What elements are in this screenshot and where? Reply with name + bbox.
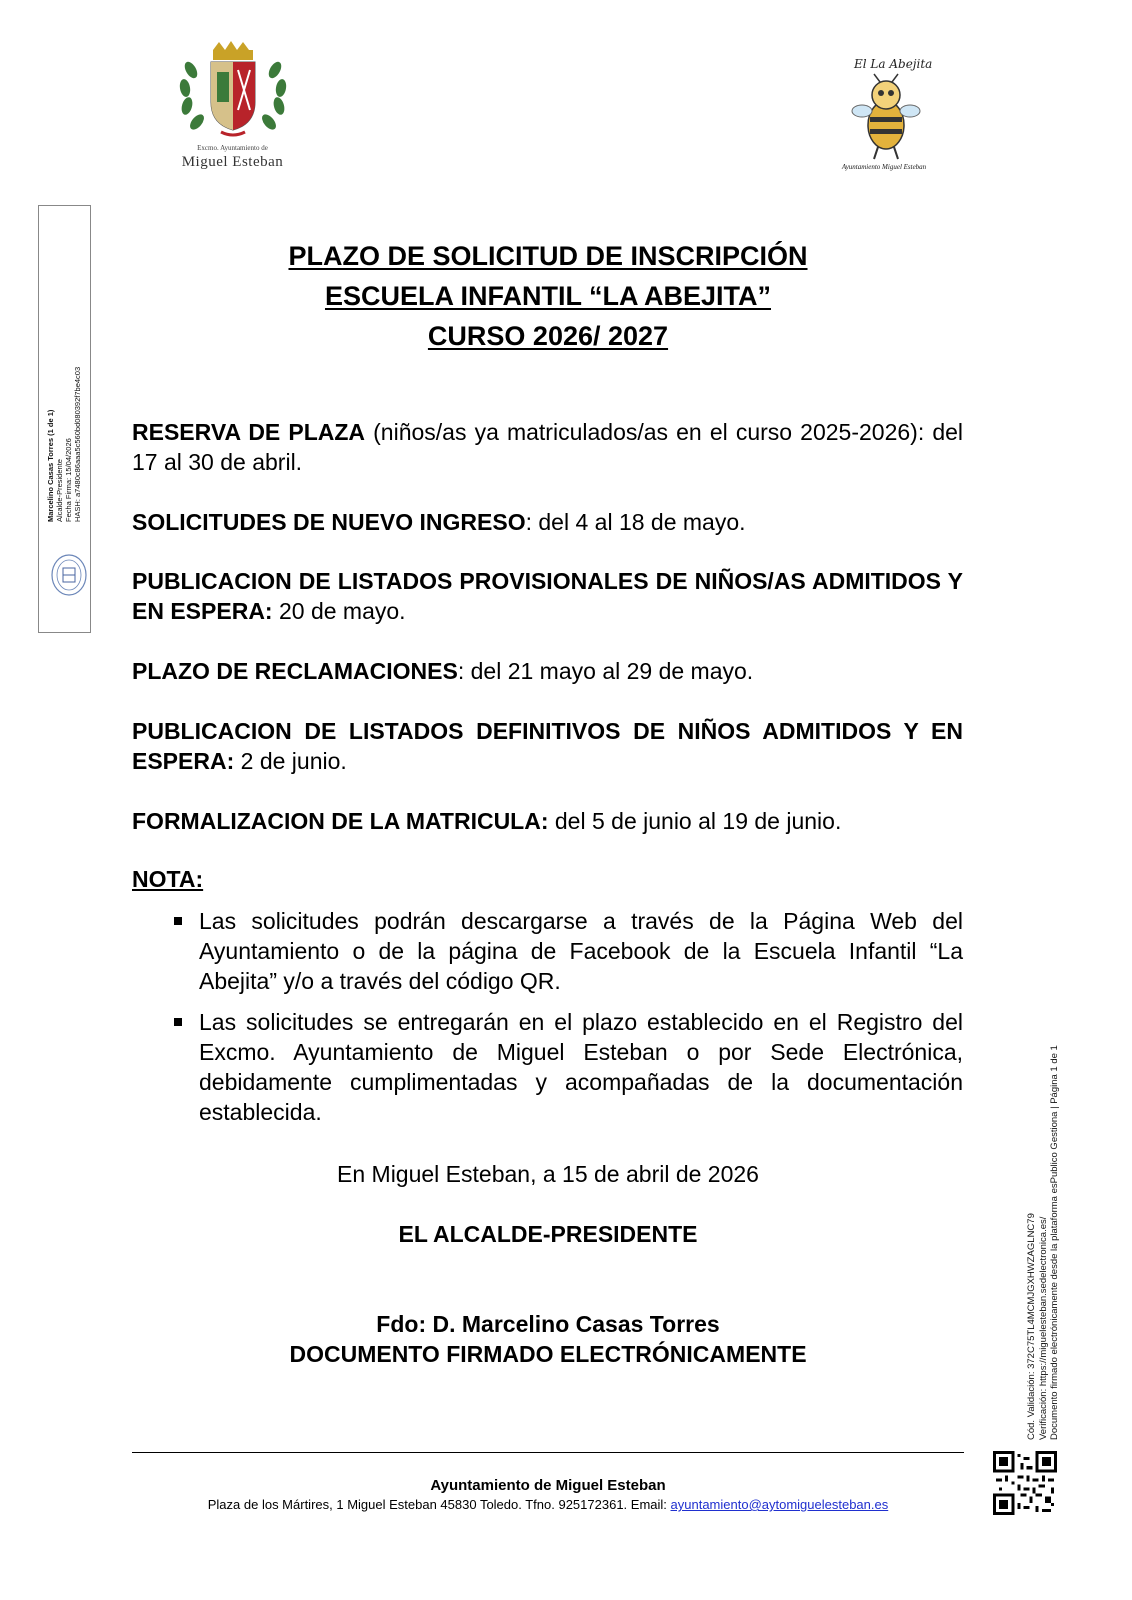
signature-hash: HASH: a7480c86aaa5c560bd080392f7be4c03 <box>73 366 82 522</box>
signed-by: Fdo: D. Marcelino Casas Torres <box>376 1311 720 1337</box>
provisionales-label: PUBLICACION DE LISTADOS PROVISIONALES DE NIÑOS/AS ADMITIDOS Y EN ESPERA: <box>132 568 963 624</box>
document-title <box>132 236 964 356</box>
list-item <box>170 906 963 996</box>
footer-divider <box>132 1452 964 1453</box>
title-line-3: CURSO 2026/ 2027 <box>427 321 669 351</box>
nuevo-text: : del 4 al 18 de mayo. <box>525 509 746 535</box>
signature-role: Alcalde-Presidente <box>55 459 64 522</box>
reclamaciones-label: PLAZO DE RECLAMACIONES <box>132 658 458 684</box>
signer-role: EL ALCALDE-PRESIDENTE <box>398 1221 698 1247</box>
reserva-label: RESERVA DE PLAZA <box>132 419 366 445</box>
school-bee-logo <box>828 45 940 185</box>
definitivos-text: 2 de junio. <box>234 748 347 774</box>
signature-signer: Marcelino Casas Torres (1 de 1) <box>46 409 55 522</box>
crest-caption-small: Excmo. Ayuntamiento de <box>197 144 268 152</box>
bee-logo-caption: Ayuntamiento Miguel Esteban <box>841 163 927 171</box>
qr-code-icon[interactable] <box>993 1451 1057 1515</box>
bullet-square-icon <box>174 917 182 925</box>
nota-list <box>170 906 963 1138</box>
matricula-paragraph <box>132 806 963 836</box>
verification-code: Cód. Validación: 372C75TL4MCMJGXHWZAGLNC79 <box>1026 1213 1037 1440</box>
crest-emblem-icon <box>173 40 293 142</box>
nota-bullet-1: Las solicitudes podrán descargarse a través de la Página Web del Ayuntamiento o de la página de Facebook de la Escuela Infantil “La Abejita” y/o a través del código QR. <box>199 908 963 994</box>
verification-platform: Documento firmado electrónicamente desde la plataforma esPublico Gestiona | Página 1 de 1 <box>1049 1045 1060 1440</box>
matricula-text: del 5 de junio al 19 de junio. <box>548 808 842 834</box>
footer-address: Plaza de los Mártires, 1 Miguel Esteban 45830 Toledo. Tfno. 925172361. Email: <box>207 1497 671 1512</box>
verification-text <box>1026 1045 1061 1440</box>
footer-contact <box>132 1497 964 1512</box>
title-line-2: ESCUELA INFANTIL “LA ABEJITA” <box>324 281 771 311</box>
bee-mascot-icon <box>846 73 926 161</box>
crest-caption: Miguel Esteban <box>181 154 284 170</box>
signature-date: Fecha Firma: 15/04/2026 <box>64 438 73 522</box>
reserva-plaza-paragraph <box>132 417 963 477</box>
signature-stamp-text <box>46 367 82 522</box>
nota-heading: NOTA: <box>132 866 204 892</box>
electronic-signature-note: DOCUMENTO FIRMADO ELECTRÓNICAMENTE <box>289 1341 807 1367</box>
reclamaciones-text: : del 21 mayo al 29 de mayo. <box>457 658 754 684</box>
list-item <box>170 1007 963 1127</box>
bullet-square-icon <box>174 1018 182 1026</box>
footer-email-link[interactable]: ayuntamiento@aytomiguelesteban.es <box>670 1497 889 1512</box>
reclamaciones-paragraph <box>132 656 963 686</box>
footer-org: Ayuntamiento de Miguel Esteban <box>430 1477 666 1494</box>
title-line-1: PLAZO DE SOLICITUD DE INSCRIPCIÓN <box>288 241 808 271</box>
nuevo-label: SOLICITUDES DE NUEVO INGRESO <box>132 509 526 535</box>
listados-definitivos-paragraph <box>132 716 963 776</box>
official-seal-icon <box>49 552 89 598</box>
listados-provisionales-paragraph <box>132 566 963 626</box>
place-date: En Miguel Esteban, a 15 de abril de 2026 <box>337 1161 759 1187</box>
municipal-crest-logo <box>155 40 310 180</box>
verification-url: Verificación: https://miguelesteban.sedelectronica.es/ <box>1037 1216 1049 1440</box>
nuevo-ingreso-paragraph <box>132 507 963 537</box>
nota-bullet-2: Las solicitudes se entregarán en el plazo establecido en el Registro del Excmo. Ayuntamiento de Miguel Esteban o por Sede Electrónica, debidamente cumplimentadas y acompañadas de la documentación establecida. <box>199 1009 963 1125</box>
provisionales-text: 20 de mayo. <box>272 598 406 624</box>
reserva-text: (niños/as ya matriculados/as en el curso 2025-2026): del 17 al 30 de abril. <box>132 419 964 475</box>
bee-logo-title: El La Abejita <box>854 57 933 71</box>
definitivos-label: PUBLICACION DE LISTADOS DEFINITIVOS DE NIÑOS ADMITIDOS Y EN ESPERA: <box>132 718 963 774</box>
matricula-label: FORMALIZACION DE LA MATRICULA: <box>132 808 549 834</box>
